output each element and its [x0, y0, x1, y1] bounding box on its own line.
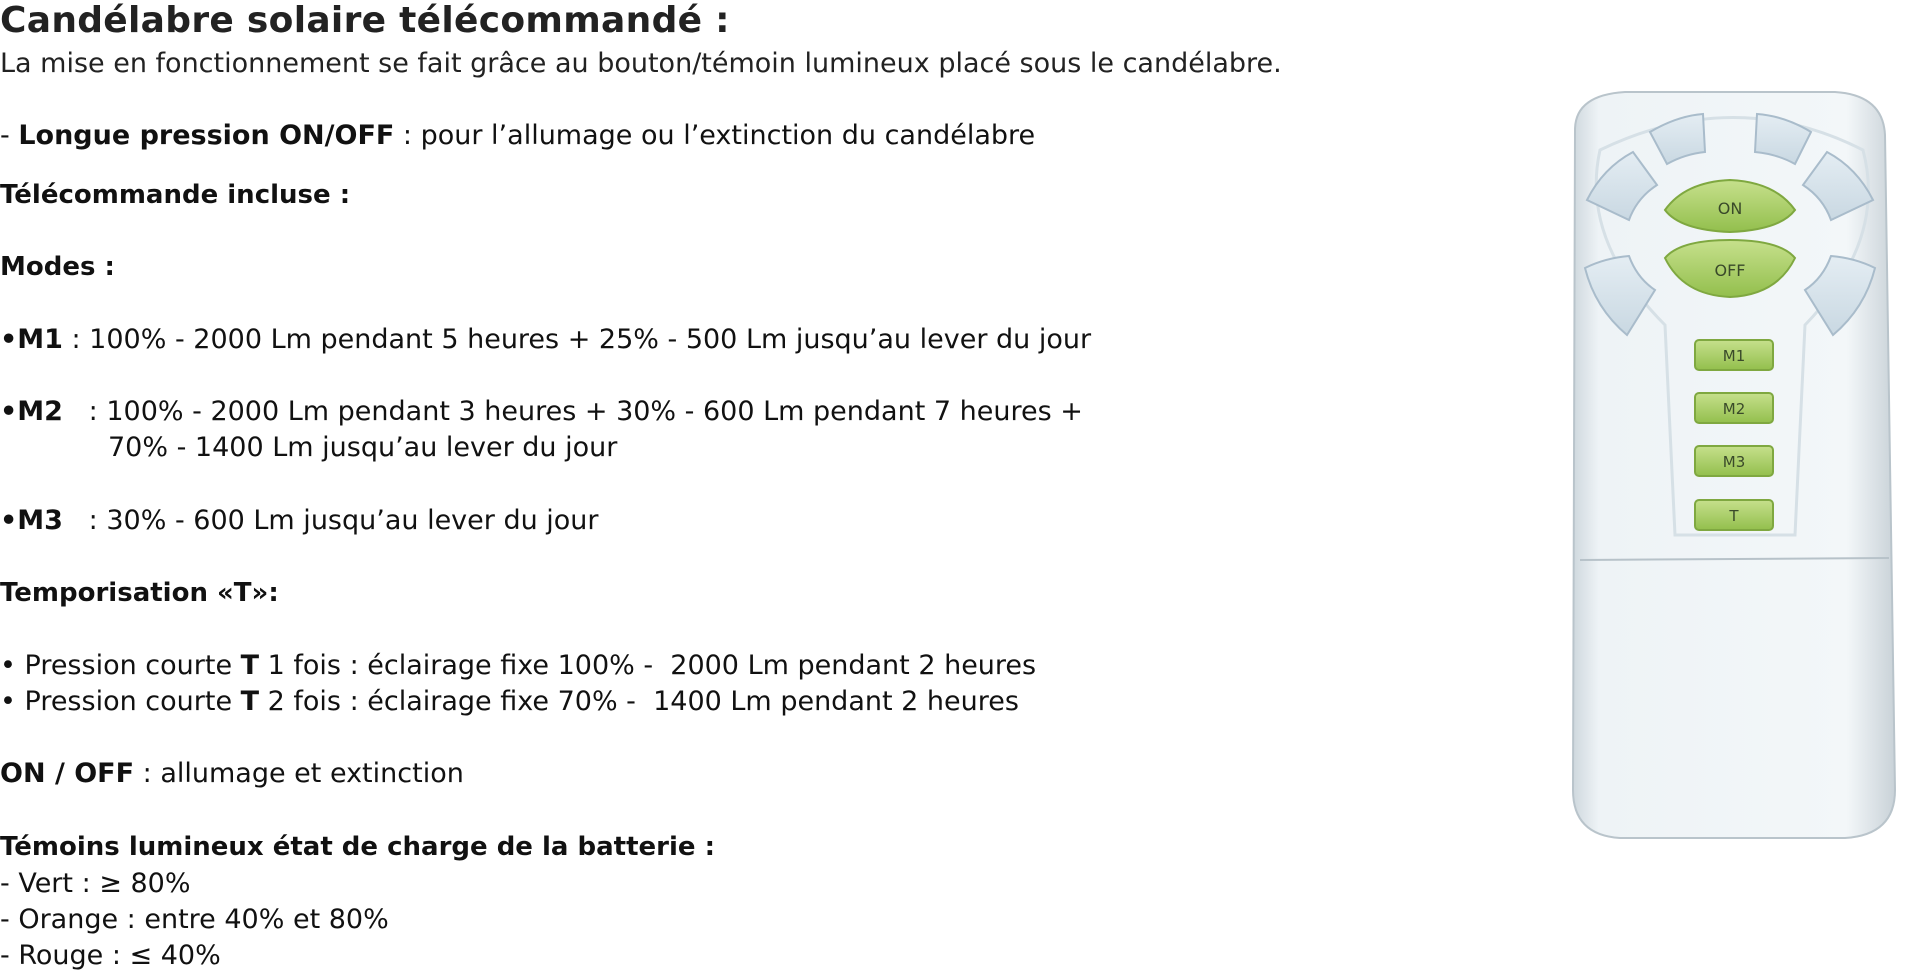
battery-item-orange: - Orange : entre 40% et 80%: [0, 904, 389, 935]
mode-m1: [0, 324, 1091, 355]
long-press-label: Longue pression ON/OFF: [18, 120, 395, 151]
long-press-text: : pour l’allumage ou l’extinction du candélabre: [394, 120, 1036, 151]
remote-control: [1545, 90, 1920, 930]
long-press-line: [0, 120, 1035, 151]
onoff-label: ON / OFF: [0, 758, 135, 789]
remote-heading: Télécommande incluse :: [0, 180, 351, 210]
battery-item-green: - Vert : ≥ 80%: [0, 868, 191, 899]
mode-m2-label: •M2: [0, 396, 63, 427]
battery-item-red: - Rouge : ≤ 40%: [0, 940, 221, 971]
timer-item-2-pre: • Pression courte: [0, 686, 241, 717]
timer-item-1: [0, 650, 1036, 681]
m2-button[interactable]: [1695, 393, 1773, 423]
mode-m3: [0, 505, 599, 536]
off-button-label: OFF: [1714, 261, 1746, 280]
m2-button-label: M2: [1722, 400, 1746, 418]
onoff-line: [0, 758, 464, 789]
on-button-label: ON: [1717, 199, 1743, 218]
battery-heading: Témoins lumineux état de charge de la batterie :: [0, 832, 715, 862]
mode-m1-text: : 100% - 2000 Lm pendant 5 heures + 25% - 500 Lm jusqu’au lever du jour: [62, 324, 1092, 355]
timer-item-1-post: 1 fois : éclairage fixe 100% - 2000 Lm pendant 2 heures: [259, 650, 1037, 681]
timer-item-1-pre: • Pression courte: [0, 650, 241, 681]
modes-heading: Modes :: [0, 252, 115, 282]
t-button[interactable]: [1695, 500, 1773, 530]
mode-m2-text-continued: 70% - 1400 Lm jusqu’au lever du jour: [108, 432, 618, 463]
mode-m1-label: •M1: [0, 324, 63, 355]
timer-item-1-key: T: [240, 650, 260, 681]
mode-m3-text: : 30% - 600 Lm jusqu’au lever du jour: [62, 505, 599, 536]
timer-item-2-post: 2 fois : éclairage fixe 70% - 1400 Lm pendant 2 heures: [259, 686, 1019, 717]
mode-m2: [0, 396, 1083, 427]
intro-text: La mise en fonctionnement se fait grâce au bouton/témoin lumineux placé sous le candélabre.: [0, 48, 1282, 79]
m1-button-label: M1: [1722, 347, 1746, 365]
onoff-text: : allumage et extinction: [134, 758, 464, 789]
timer-item-2: [0, 686, 1019, 717]
timer-heading: Temporisation «T»:: [0, 578, 279, 608]
mode-m3-label: •M3: [0, 505, 63, 536]
m1-button[interactable]: [1695, 340, 1773, 370]
long-press-prefix: -: [0, 120, 19, 151]
m3-button-label: M3: [1722, 453, 1746, 471]
page-title: Candélabre solaire télécommandé :: [0, 0, 730, 41]
mode-m2-text: : 100% - 2000 Lm pendant 3 heures + 30% - 600 Lm pendant 7 heures +: [62, 396, 1083, 427]
t-button-label: T: [1729, 507, 1739, 525]
timer-item-2-key: T: [240, 686, 260, 717]
m3-button[interactable]: [1695, 446, 1773, 476]
